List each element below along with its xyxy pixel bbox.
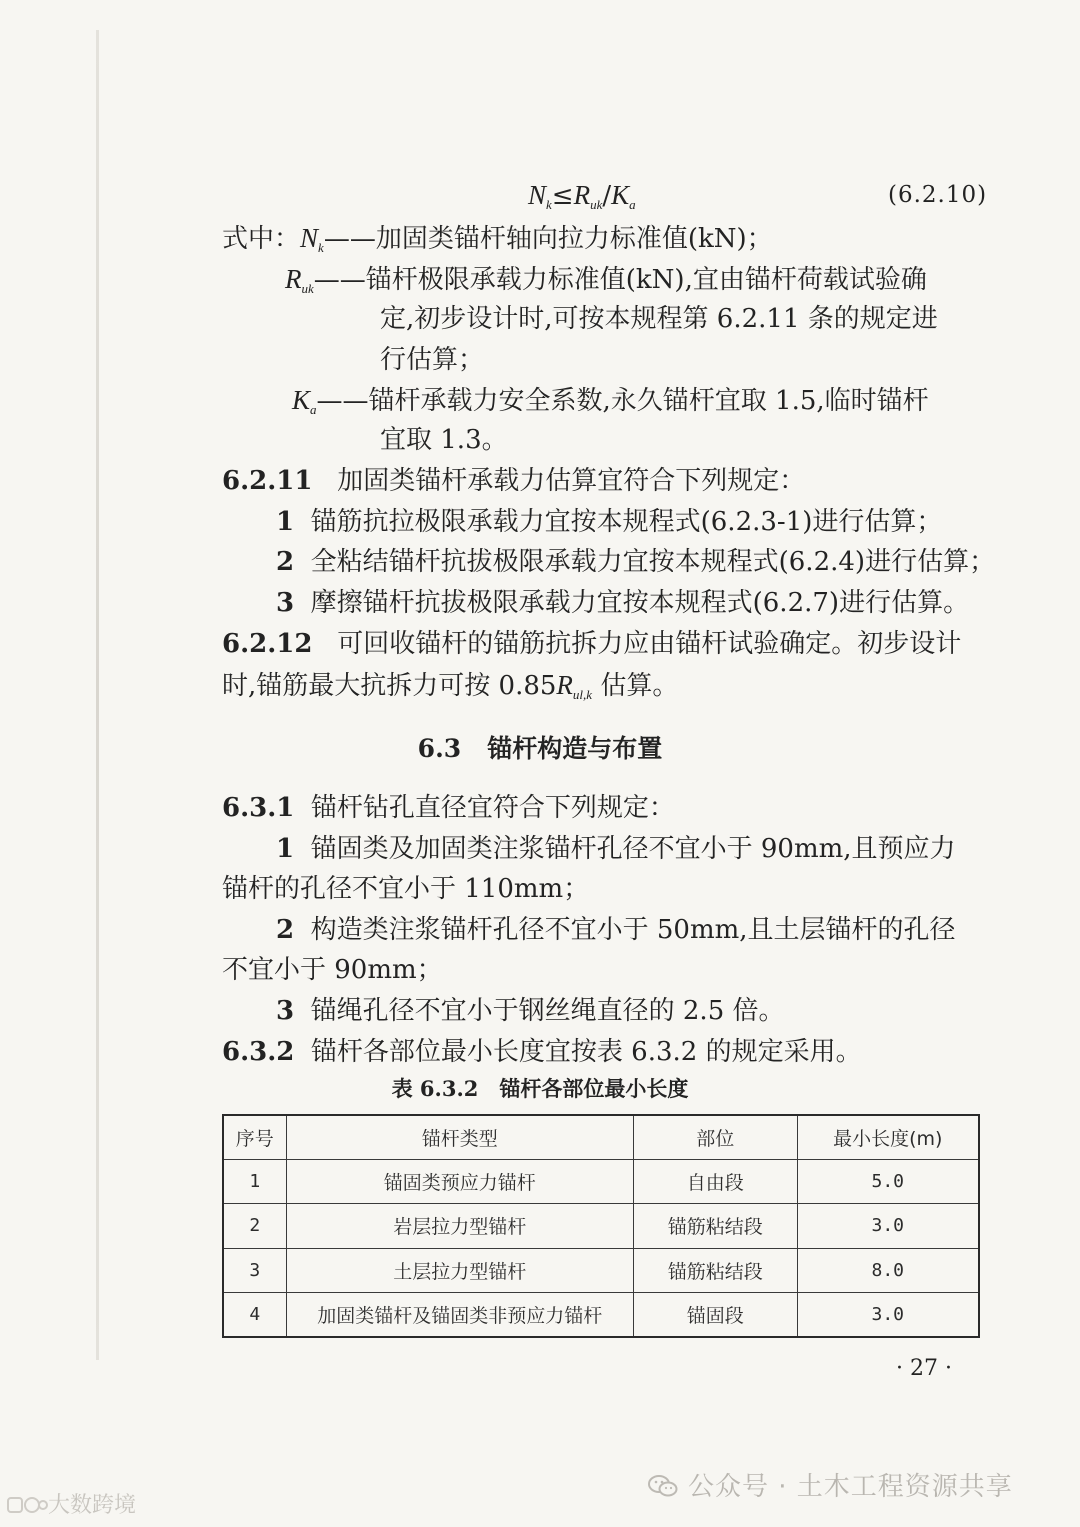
cell-index: 3 — [223, 1248, 286, 1292]
cell-index: 2 — [223, 1204, 286, 1248]
header-part: 部位 — [634, 1115, 797, 1160]
cell-index: 1 — [223, 1160, 286, 1204]
cell-min-length: 3.0 — [797, 1292, 979, 1337]
where-ka: $K_a——$锚杆承载力安全系数,永久锚杆宜取 1.5,临时锚杆 — [292, 385, 929, 417]
cell-part: 锚筋粘结段 — [634, 1204, 797, 1248]
cell-min-length: 3.0 — [797, 1204, 979, 1248]
clause-6-3-1-item-1: 1 锚固类及加固类注浆锚杆孔径不宜小于 90mm,且预应力 — [276, 834, 956, 864]
table-row — [223, 1292, 979, 1337]
cell-min-length: 8.0 — [797, 1248, 979, 1292]
cell-type: 加固类锚杆及锚固类非预应力锚杆 — [286, 1292, 634, 1337]
cell-type: 锚固类预应力锚杆 — [286, 1160, 634, 1204]
table-header-row — [223, 1115, 979, 1160]
clause-6-3-2: 6.3.2 锚杆各部位最小长度宜按表 6.3.2 的规定采用。 — [222, 1037, 862, 1067]
where-ruk-line2: 定,初步设计时,可按本规程第 6.2.11 条的规定进 — [380, 304, 938, 334]
clause-6-2-12: 6.2.12 可回收锚杆的锚筋抗拆力应由锚杆试验确定。初步设计 — [222, 629, 962, 659]
equation-number: (6.2.10) — [888, 182, 988, 208]
cell-type: 岩层拉力型锚杆 — [286, 1204, 634, 1248]
cell-index: 4 — [223, 1292, 286, 1337]
cell-part: 锚筋粘结段 — [634, 1248, 797, 1292]
page-number: · 27 · — [896, 1356, 952, 1381]
table-row — [223, 1204, 979, 1248]
logo-icon — [6, 1492, 48, 1516]
header-min-length: 最小长度(m) — [797, 1115, 979, 1160]
clause-6-3-1-item-3: 3 锚绳孔径不宜小于钢丝绳直径的 2.5 倍。 — [276, 996, 785, 1026]
cell-min-length: 5.0 — [797, 1160, 979, 1204]
wechat-icon — [648, 1474, 678, 1498]
header-index: 序号 — [223, 1115, 286, 1160]
section-title: 6.3 锚杆构造与布置 — [417, 734, 663, 763]
where-ka-line2: 宜取 1.3。 — [380, 425, 508, 455]
table-row — [223, 1248, 979, 1292]
where-ruk: $R_{uk}——$锚杆极限承载力标准值(kN),宜由锚杆荷载试验确 — [285, 264, 927, 296]
clause-6-3-1-item-2: 2 构造类注浆锚杆孔径不宜小于 50mm,且土层锚杆的孔径 — [276, 915, 956, 945]
where-nk: 式中：$N_k——$加固类锚杆轴向拉力标准值(kN)； — [222, 223, 773, 255]
clause-6-2-11-item-1: 1 锚筋抗拉极限承载力宜按本规程式(6.2.3-1)进行估算； — [276, 507, 943, 537]
where-ruk-line3: 行估算； — [380, 345, 485, 375]
clause-6-2-11-item-3: 3 摩擦锚杆抗拔极限承载力宜按本规程式(6.2.7)进行估算。 — [276, 588, 970, 618]
length-table — [222, 1114, 980, 1338]
watermark: 公众号 · 土木工程资源共享 — [648, 1466, 1013, 1503]
clause-6-2-12-line2: 时,锚筋最大抗拆力可按 $0.85R_{ul,k}$ 估算。 — [222, 670, 679, 702]
clause-6-3-1-item-2-line2: 不宜小于 90mm； — [222, 955, 443, 985]
cell-part: 自由段 — [634, 1160, 797, 1204]
table-caption: 表 6.3.2 锚杆各部位最小长度 — [391, 1076, 689, 1101]
page-edge — [96, 30, 99, 1360]
cell-type: 土层拉力型锚杆 — [286, 1248, 634, 1292]
clause-6-2-11-item-2: 2 全粘结锚杆抗拔极限承载力宜按本规程式(6.2.4)进行估算； — [276, 547, 996, 577]
header-type: 锚杆类型 — [286, 1115, 634, 1160]
table-row — [223, 1160, 979, 1204]
formula-6-2-10: $N_k\le R_{uk}/K_a$ — [528, 180, 636, 212]
clause-6-2-11: 6.2.11 加固类锚杆承载力估算宜符合下列规定： — [222, 466, 806, 496]
corner-logo: 大数跨境 — [6, 1488, 136, 1519]
clause-6-3-1: 6.3.1 锚杆钻孔直径宜符合下列规定： — [222, 793, 675, 823]
clause-6-3-1-item-1-line2: 锚杆的孔径不宜小于 110mm； — [222, 874, 590, 904]
cell-part: 锚固段 — [634, 1292, 797, 1337]
